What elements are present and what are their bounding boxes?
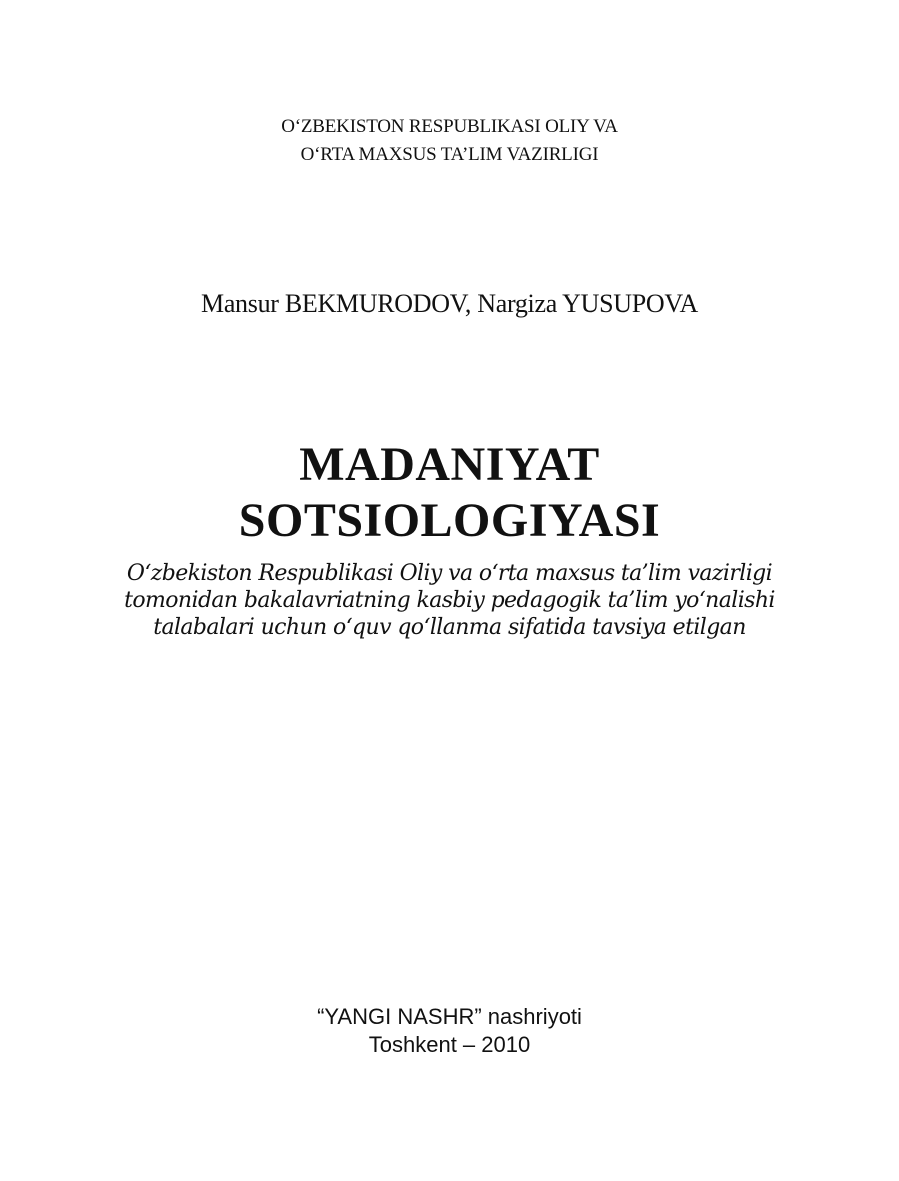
approval-line-3: talabalari uchun o‘quv qo‘llanma sifatida tavsiya etilgan <box>153 615 746 640</box>
book-title-line-2: SOTSIOLOGIYASI <box>238 494 661 547</box>
ministry-line-2: O‘RTA MAXSUS TA’LIM VAZIRLIGI <box>300 144 599 165</box>
book-title-line-1: MADANIYAT <box>299 438 600 491</box>
authors: Mansur BEKMURODOV, Nargiza YUSUPOVA <box>201 289 698 318</box>
approval-line-1: O‘zbekiston Respublikasi Oliy va o‘rta maxsus ta’lim vazirligi <box>126 561 773 586</box>
publisher-block <box>0 1003 899 1059</box>
ministry-line-1: O‘ZBEKISTON RESPUBLIKASI OLIY VA <box>281 116 618 137</box>
approval-note <box>0 560 899 641</box>
book-title <box>0 437 899 549</box>
publisher-place-year: Toshkent – 2010 <box>368 1032 531 1057</box>
approval-line-2: tomonidan bakalavriatning kasbiy pedagogik ta’lim yo‘nalishi <box>124 588 775 613</box>
publisher-name: “YANGI NASHR” nashriyoti <box>317 1004 582 1029</box>
ministry-header <box>0 113 899 169</box>
